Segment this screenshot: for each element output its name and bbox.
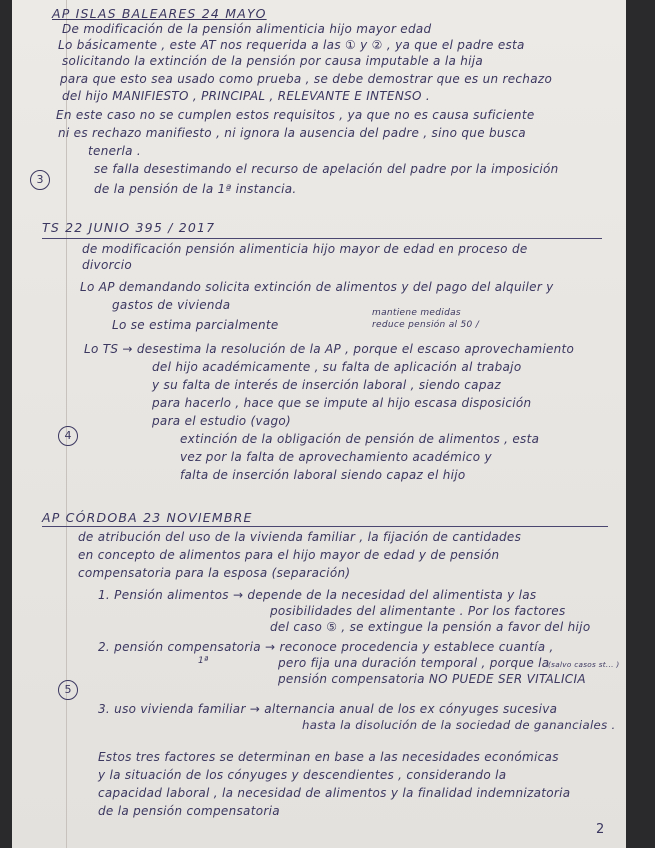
section-4-rule (42, 238, 602, 239)
notebook-page (12, 0, 626, 848)
s5-line-4: 1. Pensión alimentos → depende de la necesidad del alimentista y las (98, 588, 537, 602)
s3-line-5: del hijo MANIFIESTO , PRINCIPAL , RELEVANTE E INTENSO . (62, 89, 430, 103)
s4-line-9: para hacerlo , hace que se impute al hijo escasa disposición (152, 396, 532, 410)
s5-side-note: (salvo casos st... ) (548, 660, 620, 669)
section-5-number: 5 (58, 680, 78, 700)
s3-line-2: Lo básicamente , este AT nos requerida a las ① y ② , ya que el padre esta (58, 38, 525, 52)
section-4-header: TS 22 JUNIO 395 / 2017 (42, 220, 216, 235)
s5-line-11: hasta la disolución de la sociedad de gananciales . (302, 718, 616, 732)
s3-line-3: solicitando la extinción de la pensión por causa imputable a la hija (62, 54, 484, 68)
s5-line-3: compensatoria para la esposa (separación) (78, 566, 351, 580)
s4-line-12: vez por la falta de aprovechamiento académico y (180, 450, 492, 464)
s4-brace-top: mantiene medidas (372, 308, 461, 318)
s4-line-11: extinción de la obligación de pensión de alimentos , esta (180, 432, 540, 446)
s4-line-1: de modificación pensión alimenticia hijo mayor de edad en proceso de (82, 242, 528, 256)
s5-line-8: pero fija una duración temporal , porque la (278, 656, 550, 670)
s5-line-13: y la situación de los cónyuges y descendientes , considerando la (98, 768, 507, 782)
s4-line-4: gastos de vivienda (112, 298, 231, 312)
s5-line-14: capacidad laboral , la necesidad de alimentos y la finalidad indemnizatoria (98, 786, 571, 800)
section-3-number: 3 (30, 170, 50, 190)
page-number: 2 (596, 822, 605, 837)
s3-line-4: para que esto sea usado como prueba , se debe demostrar que es un rechazo (60, 72, 553, 86)
s4-line-6: Lo TS → desestima la resolución de la AP , porque el escaso aprovechamiento (84, 342, 575, 356)
s3-line-1: De modificación de la pensión alimenticia hijo mayor edad (62, 22, 432, 36)
s4-line-10: para el estudio (vago) (152, 414, 292, 428)
s5-line-7: 2. pensión compensatoria → reconoce procedencia y establece cuantía , (98, 640, 554, 654)
s3-line-6: En este caso no se cumplen estos requisitos , ya que no es causa suficiente (56, 108, 535, 122)
s4-line-13: falta de inserción laboral siendo capaz el hijo (180, 468, 466, 482)
s5-line-12: Estos tres factores se determinan en base a las necesidades económicas (98, 750, 559, 764)
s4-line-5: Lo se estima parcialmente (112, 318, 279, 332)
s4-line-3: Lo AP demandando solicita extinción de alimentos y del pago del alquiler y (80, 280, 554, 294)
s5-line-10: 3. uso vivienda familiar → alternancia anual de los ex cónyuges sucesiva (98, 702, 558, 716)
section-5-header: AP CÓRDOBA 23 NOVIEMBRE (42, 510, 253, 525)
section-4-number: 4 (58, 426, 78, 446)
s3-line-7: ni es rechazo manifiesto , ni ignora la ausencia del padre , sino que busca (58, 126, 526, 140)
s4-line-2: divorcio (82, 258, 133, 272)
s5-line-1: de atribución del uso de la vivienda familiar , la fijación de cantidades (78, 530, 522, 544)
s3-line-8: tenerla . (88, 144, 142, 158)
s5-line-2: en concepto de alimentos para el hijo mayor de edad y de pensión (78, 548, 500, 562)
s5-line-15: de la pensión compensatoria (98, 804, 280, 818)
s3-line-10: de la pensión de la 1ª instancia. (94, 182, 297, 196)
s5-line-9: pensión compensatoria NO PUEDE SER VITALICIA (278, 672, 586, 686)
s5-note-1a: 1ª (198, 656, 209, 666)
s5-line-6: del caso ⑤ , se extingue la pensión a favor del hijo (270, 620, 591, 634)
s4-brace-bottom: reduce pensión al 50 / (372, 320, 480, 330)
s4-line-7: del hijo académicamente , su falta de aplicación al trabajo (152, 360, 522, 374)
section-3-header: AP ISLAS BALEARES 24 MAYO (52, 6, 267, 21)
s3-line-9: se falla desestimando el recurso de apelación del padre por la imposición (94, 162, 559, 176)
section-5-rule (42, 526, 608, 527)
s4-line-8: y su falta de interés de inserción laboral , siendo capaz (152, 378, 501, 392)
s5-line-5: posibilidades del alimentante . Por los factores (270, 604, 566, 618)
